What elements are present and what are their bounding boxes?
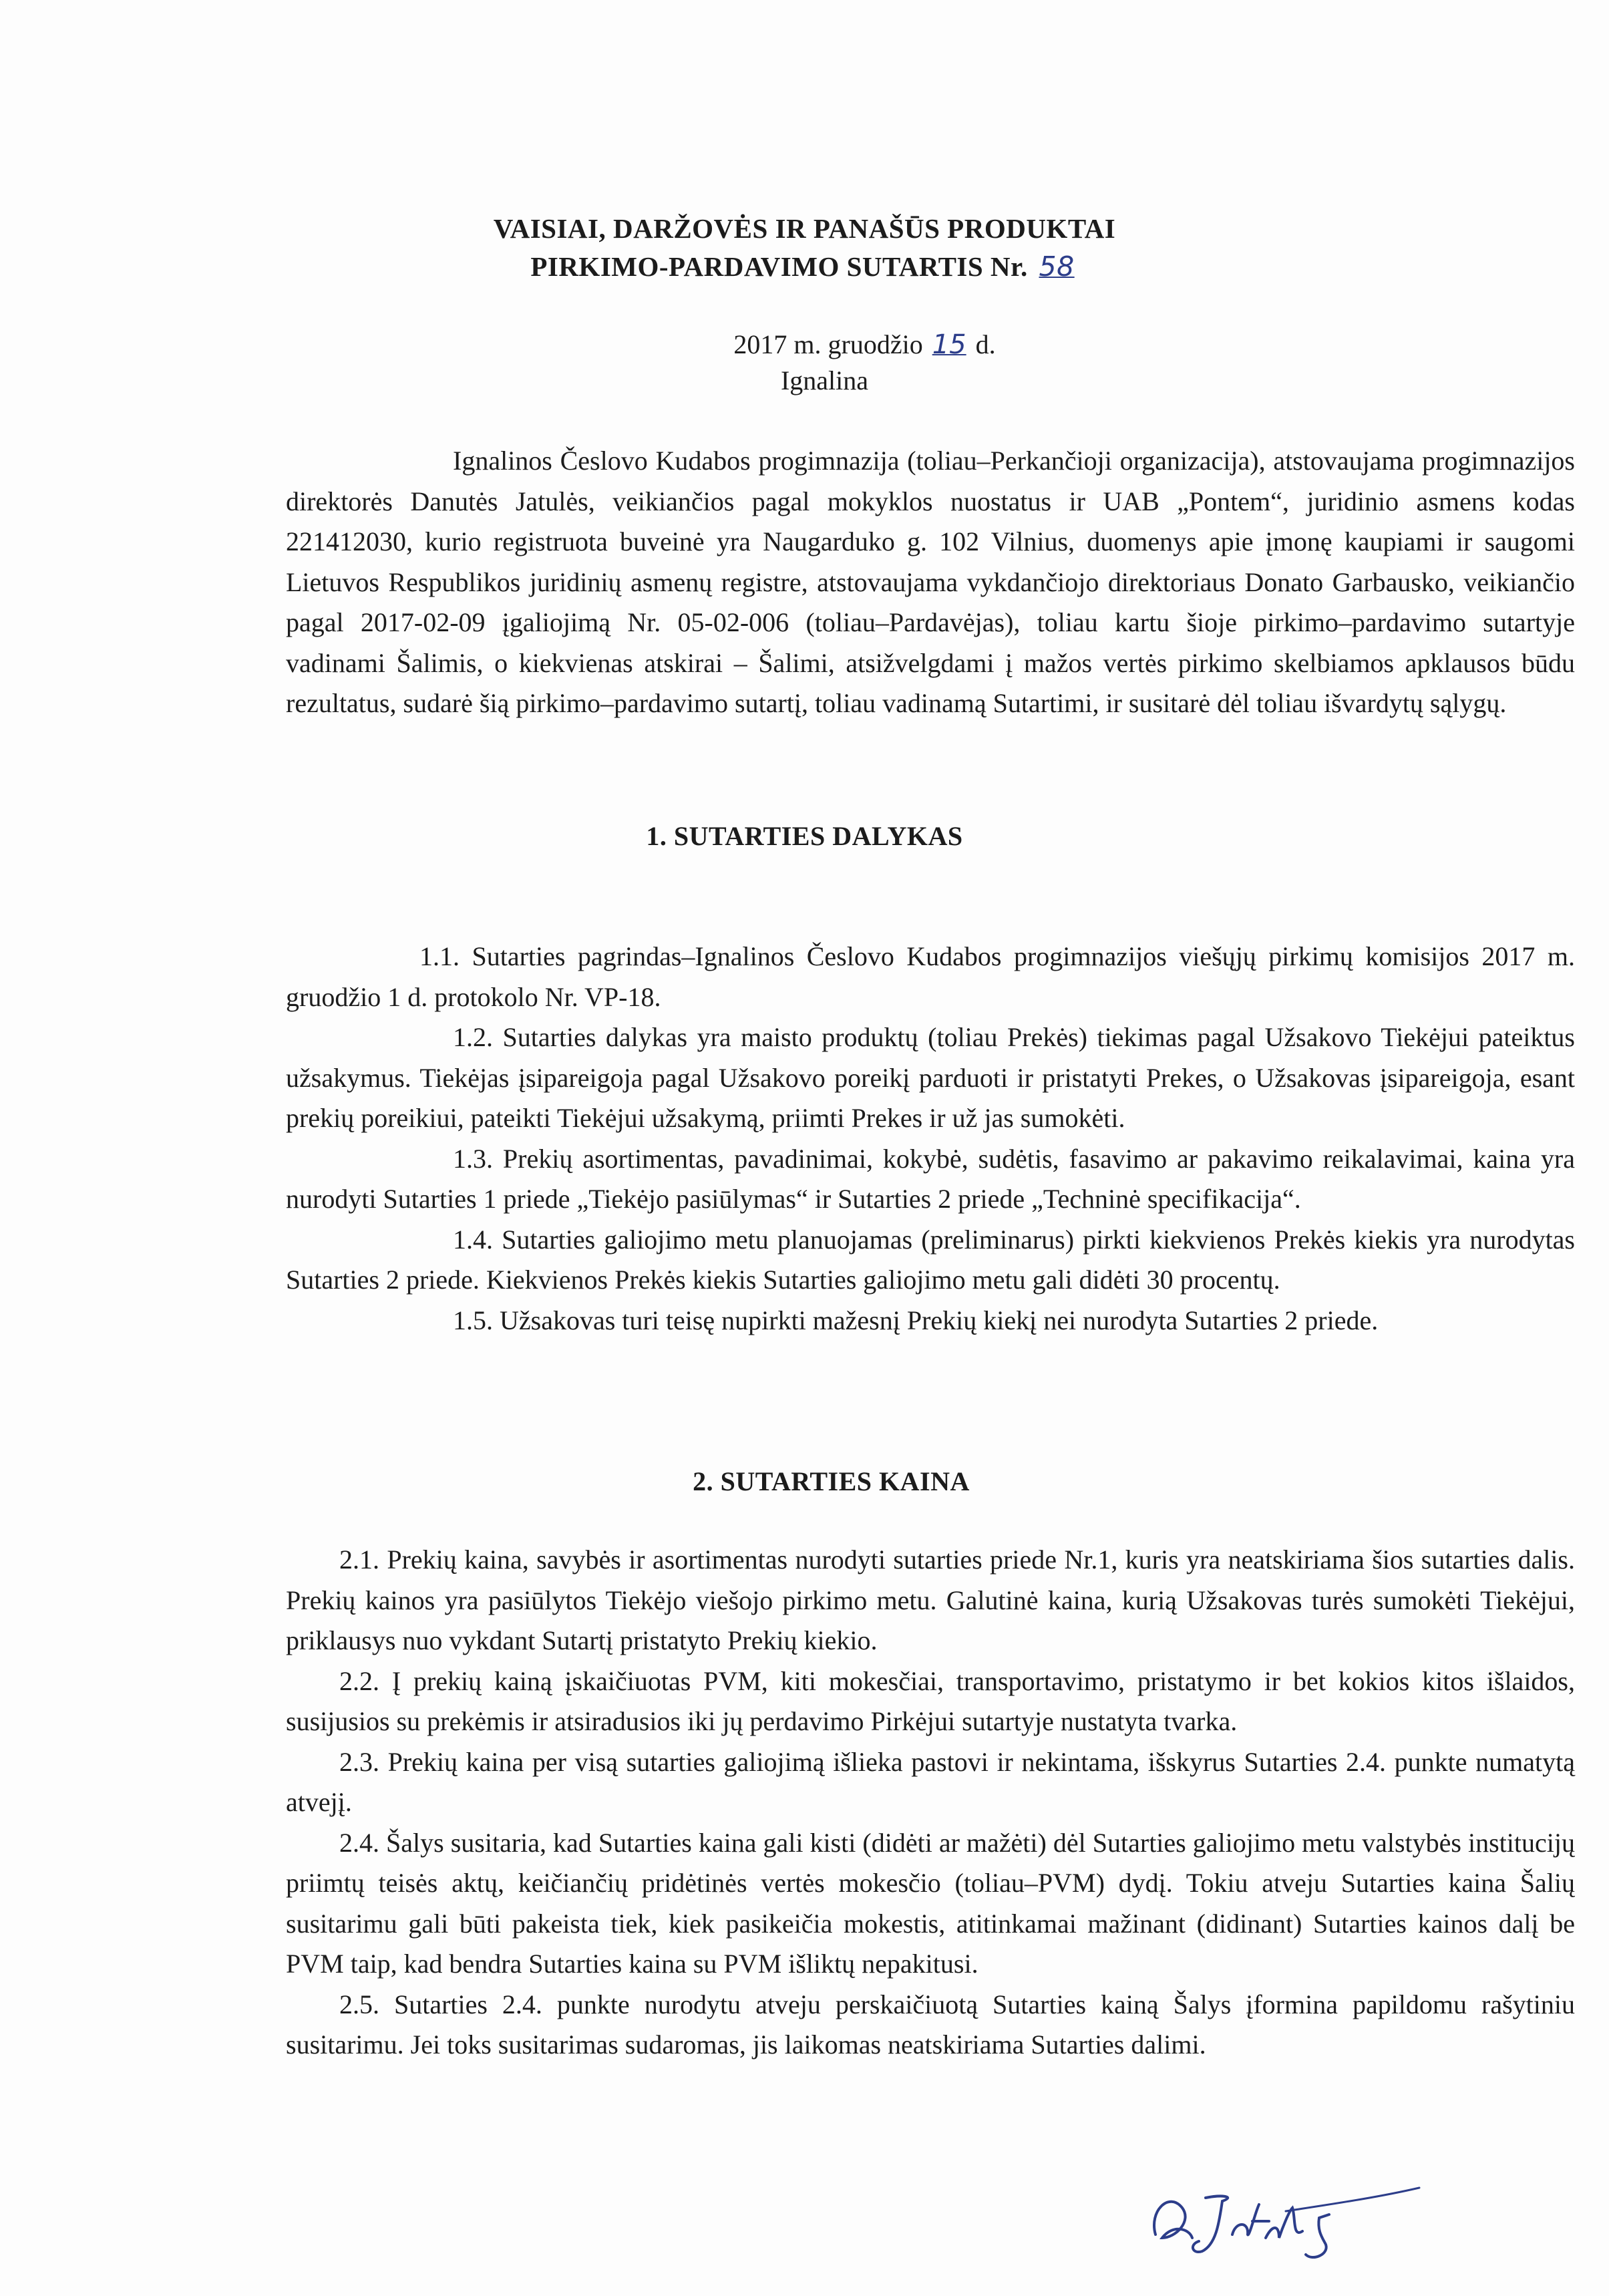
paragraph-2-3: 2.3. Prekių kaina per visą sutarties galiojimą išlieka pastovi ir nekintama, išskyrus Sutarties 2.4. punkte numatytą atvejį. bbox=[286, 1746, 1575, 1817]
contract-number-handwritten: 58 bbox=[1039, 251, 1075, 283]
section-2-title-text: 2. SUTARTIES KAINA bbox=[693, 1466, 970, 1496]
section-2-body bbox=[286, 1540, 1575, 2066]
contract-date bbox=[60, 329, 1609, 360]
signature-stroke-5 bbox=[1306, 2215, 1329, 2257]
signature-stroke-d bbox=[1154, 2202, 1192, 2238]
intro-text: Ignalinos Česlovo Kudabos progimnazija (toliau–Perkančioji organizacija), atstovaujama progimnazijos direktorės Danutės Jatulės, veikiančios pagal mokyklos nuostatus ir UAB „Pontem“, juridinio asmens kodas 221412030, kurio registruota buveinė yra Naugarduko g. 102 Vilnius, duomenys apie įmonę kaupiami ir saugomi Lietuvos Respublikos juridinių asmenų registre, atstovaujama vykdančiojo direktoriaus Donato Garbausko, veikiančio pagal 2017-02-09 įgaliojimą Nr. 05-02-006 (toliau–Pardavėjas), toliau kartu šioje pirkimo–pardavimo sutartyje vadinami Šalimis, o kiekvienas atskirai – Šalimi, atsižvelgdami į mažos vertės pirkimo skelbiamos apklausos būdu rezultatus, sudarė šią pirkimo–pardavimo sutartį, toliau vadinamą Sutartimi, ir susitarė dėl toliau išvardytų sąlygų. bbox=[286, 446, 1575, 718]
date-day-handwritten: 15 bbox=[932, 329, 966, 360]
section-2-title bbox=[27, 1466, 1609, 1497]
contract-title-line2 bbox=[0, 251, 1609, 283]
title-text-1: VAISIAI, DARŽOVĖS IR PANAŠŪS PRODUKTAI bbox=[493, 213, 1116, 244]
section-1-title-text: 1. SUTARTIES DALYKAS bbox=[646, 821, 963, 851]
contract-place bbox=[20, 365, 1609, 396]
place-text: Ignalina bbox=[780, 365, 869, 395]
signature-stroke-line bbox=[1286, 2188, 1419, 2211]
section-1-title bbox=[0, 820, 1609, 852]
paragraph-2-5: 2.5. Sutarties 2.4. punkte nurodytu atveju perskaičiuotą Sutarties kainą Šalys įformina papildomu rašytiniu susitarimu. Jei toks susitarimas sudaromas, jis laikomas neatskiriama Sutarties dalimi. bbox=[286, 1989, 1575, 2060]
paragraph-1-5: 1.5. Užsakovas turi teisę nupirkti mažesnį Prekių kiekį nei nurodyta Sutarties 2 priede. bbox=[453, 1305, 1379, 1335]
contract-title-line1 bbox=[0, 212, 1609, 244]
date-suffix: d. bbox=[975, 329, 996, 359]
intro-paragraph bbox=[286, 441, 1575, 724]
section-1-body bbox=[286, 937, 1575, 1341]
paragraph-2-2: 2.2. Į prekių kainą įskaičiuotas PVM, kiti mokesčiai, transportavimo, pristatymo ir bet kokios kitos išlaidos, susijusios su prekėmis ir atsiradusios iki jų perdavimo Pirkėjui sutartyje nustatyta tvarka. bbox=[286, 1665, 1575, 1736]
date-prefix: 2017 m. gruodžio bbox=[733, 329, 923, 359]
title-text-2: PIRKIMO-PARDAVIMO SUTARTIS Nr. bbox=[530, 251, 1028, 282]
paragraph-1-2: 1.2. Sutarties dalykas yra maisto produktų (toliau Prekės) tiekimas pagal Užsakovo Tiekėjui pateiktus užsakymus. Tiekėjas įsipareigoja pagal Užsakovo poreikį parduoti ir pristatyti Prekes, o Užsakovas įsipareigoja, esant prekių poreikiui, pateikti Tiekėjui užsakymą, priimti Prekes ir už jas sumokėti. bbox=[286, 1022, 1575, 1133]
paragraph-1-3: 1.3. Prekių asortimentas, pavadinimai, kokybė, sudėtis, fasavimo ar pakavimo reikalavimai, kaina yra nurodyti Sutarties 1 priede „Tiekėjo pasiūlymas“ ir Sutarties 2 priede „Techninė specifikacija“. bbox=[286, 1143, 1575, 1214]
paragraph-2-4: 2.4. Šalys susitaria, kad Sutarties kaina gali kisti (didėti ar mažėti) dėl Sutarties galiojimo metu valstybės institucijų priimtų teisės aktų, keičiančių pridėtinės vertės mokesčio (toliau–PVM) dydį. Tokiu atveju Sutarties kaina Šalių susitarimu gali būti pakeista tiek, kiek pasikeičia mokestis, atitinkamai mažinant (didinant) Sutarties kainos dalį be PVM taip, kad bendra Sutarties kaina su PVM išliktų nepakitusi. bbox=[286, 1827, 1575, 1979]
paragraph-2-1: 2.1. Prekių kaina, savybės ir asortimentas nurodyti sutarties priede Nr.1, kuris yra neatskiriama šios sutarties dalis. Prekių kainos yra pasiūlytos Tiekėjo viešojo pirkimo metu. Galutinė kaina, kurią Užsakovas turės sumokėti Tiekėjui, priklausys nuo vykdant Sutartį pristatyto Prekių kiekio. bbox=[286, 1544, 1575, 1655]
paragraph-1-4: 1.4. Sutarties galiojimo metu planuojamas (preliminarus) pirkti kiekvienos Prekės kiekis yra nurodytas Sutarties 2 priede. Kiekvienos Prekės kiekis Sutarties galiojimo metu gali didėti 30 procentų. bbox=[286, 1224, 1575, 1295]
signature-stroke-j bbox=[1193, 2196, 1228, 2252]
handwritten-signature bbox=[1142, 2171, 1423, 2271]
paragraph-1-1: 1.1. Sutarties pagrindas–Ignalinos Česlovo Kudabos progimnazijos viešųjų pirkimų komisijos 2017 m. gruodžio 1 d. protokolo Nr. VP-18. bbox=[286, 941, 1575, 1012]
